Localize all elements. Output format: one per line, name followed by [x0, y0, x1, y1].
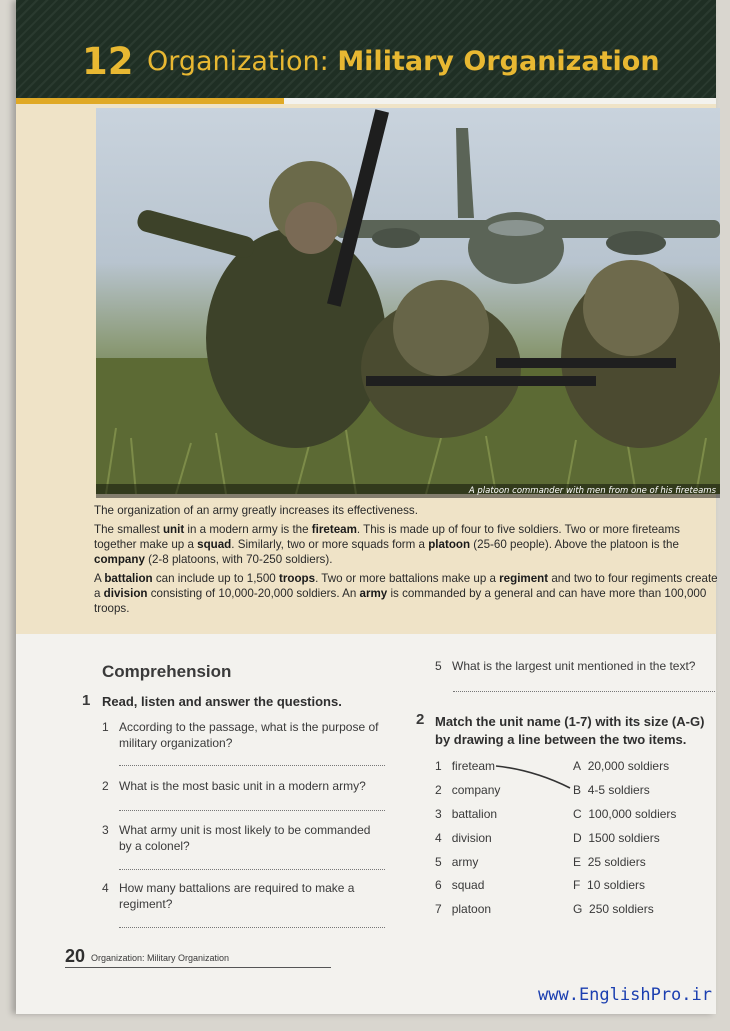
question-4-line-2: regiment? — [119, 897, 173, 911]
match-right-c[interactable] — [573, 806, 676, 822]
match-right-f-letter: F — [573, 878, 581, 892]
match-left-3[interactable] — [435, 806, 497, 822]
aircraft-shape — [336, 128, 720, 284]
unit-title — [147, 46, 660, 77]
match-right-g[interactable] — [573, 901, 654, 917]
question-3 — [102, 822, 402, 856]
question-1-line-2: military organization? — [119, 736, 233, 750]
soldiers-photo — [96, 108, 720, 494]
question-3-number: 3 — [102, 823, 109, 837]
page-number: 20 — [65, 946, 86, 966]
keyword-troops: troops — [278, 572, 316, 585]
match-right-a-letter: A — [573, 759, 582, 773]
keyword-army: army — [359, 587, 388, 600]
keyword-battalion: battalion — [104, 572, 153, 585]
match-left-7[interactable] — [435, 901, 491, 917]
match-left-2-number: 2 — [435, 783, 442, 797]
match-left-5-label: army — [451, 855, 479, 869]
match-left-3-label: battalion — [451, 807, 498, 821]
keyword-regiment: regiment — [499, 572, 549, 585]
match-left-7-label: platoon — [451, 902, 492, 916]
exercise-2-instruction — [435, 713, 720, 749]
reading-passage — [94, 503, 719, 620]
answer-line-2[interactable] — [119, 810, 385, 811]
example-match-line — [494, 762, 574, 792]
keyword-fireteam: fireteam — [311, 523, 357, 536]
match-right-b-label: 4-5 soldiers — [587, 783, 650, 797]
unit-title-prefix: Organization: — [147, 46, 329, 77]
match-left-4-label: division — [451, 831, 492, 845]
question-2 — [102, 778, 402, 796]
match-left-5[interactable] — [435, 854, 478, 870]
question-3-line-2: by a colonel? — [119, 839, 190, 853]
question-2-number: 2 — [102, 779, 109, 793]
keyword-platoon: platoon — [428, 538, 471, 551]
match-right-f[interactable] — [573, 877, 645, 893]
match-right-d-letter: D — [573, 831, 582, 845]
match-right-b-letter: B — [573, 783, 582, 797]
paragraph-2: The smallest unit in a modern army is the fireteam. This is made up of four to five soldiers. Two or more fireteams together make up a squad. Similarly, two or more squads form a platoon (25-60 people). Above the platoon is the company (2-8 platoons, with 70-250 soldiers). — [94, 523, 680, 566]
keyword-division: division — [103, 587, 148, 600]
match-right-d-label: 1500 soldiers — [588, 831, 660, 845]
match-right-a[interactable] — [573, 758, 669, 774]
match-right-g-letter: G — [573, 902, 583, 916]
match-right-a-label: 20,000 soldiers — [587, 759, 670, 773]
exercise-2-instruction-line-1: Match the unit name (1-7) with its size (A-G) — [435, 714, 705, 729]
match-right-b[interactable] — [573, 782, 650, 798]
footer-section-title: Organization: Military Organization — [91, 953, 230, 963]
unit-header — [16, 0, 716, 98]
match-right-e-label: 25 soldiers — [587, 855, 646, 869]
match-left-2[interactable] — [435, 782, 500, 798]
match-left-1[interactable] — [435, 758, 495, 774]
watermark-link[interactable]: www.EnglishPro.ir — [538, 985, 712, 1005]
exercise-1-number: 1 — [82, 692, 91, 709]
footer-rule — [65, 967, 331, 968]
question-3-line-1: What army unit is most likely to be commanded — [119, 823, 371, 837]
question-5-number: 5 — [435, 659, 442, 673]
soldier-figures — [135, 109, 720, 448]
match-right-d[interactable] — [573, 830, 660, 846]
match-left-4[interactable] — [435, 830, 492, 846]
unit-number: 12 — [82, 40, 134, 83]
match-left-6-number: 6 — [435, 878, 442, 892]
match-left-7-number: 7 — [435, 902, 442, 916]
question-4-number: 4 — [102, 881, 109, 895]
question-5-text: What is the largest unit mentioned in the text? — [452, 659, 696, 673]
question-1 — [102, 719, 402, 753]
answer-line-3[interactable] — [119, 869, 385, 870]
answer-line-5[interactable] — [453, 691, 715, 692]
question-4-line-1: How many battalions are required to make a — [119, 881, 355, 895]
comprehension-heading: Comprehension — [102, 662, 232, 681]
keyword-squad: squad — [197, 538, 232, 551]
question-3-text — [119, 822, 370, 854]
paragraph-1: The organization of an army greatly increases its effectiveness. — [94, 504, 418, 517]
question-2-text: What is the most basic unit in a modern army? — [119, 779, 366, 793]
match-left-3-number: 3 — [435, 807, 442, 821]
match-left-6-label: squad — [451, 878, 485, 892]
answer-line-1[interactable] — [119, 765, 385, 766]
match-right-g-label: 250 soldiers — [589, 902, 654, 916]
match-left-6[interactable] — [435, 877, 484, 893]
paragraph-3: A battalion can include up to 1,500 troops. Two or more battalions make up a regiment and two to four regiments create a division consisting of 10,000-20,000 soldiers. An army is commanded by a general and can have more than 100,000 troops. — [94, 572, 718, 615]
match-right-e-letter: E — [573, 855, 582, 869]
exercise-2-number: 2 — [416, 711, 425, 728]
question-5 — [435, 658, 725, 676]
match-left-1-label: fireteam — [451, 759, 496, 773]
keyword-unit: unit — [162, 523, 185, 536]
textbook-page — [16, 0, 716, 1014]
answer-line-4[interactable] — [119, 927, 385, 928]
photo-caption: A platoon commander with men from one of his fireteams — [96, 484, 720, 498]
question-4-text — [119, 880, 354, 912]
match-left-4-number: 4 — [435, 831, 442, 845]
match-left-1-number: 1 — [435, 759, 442, 773]
question-1-line-1: According to the passage, what is the purpose of — [119, 720, 379, 734]
exercise-2-instruction-line-2: by drawing a line between the two items. — [435, 732, 687, 747]
unit-title-main: Military Organization — [337, 46, 660, 77]
match-right-c-letter: C — [573, 807, 582, 821]
match-right-f-label: 10 soldiers — [587, 878, 646, 892]
question-1-text — [119, 719, 379, 751]
match-left-2-label: company — [451, 783, 501, 797]
photo-illustration — [96, 108, 720, 494]
question-4 — [102, 880, 402, 914]
match-left-5-number: 5 — [435, 855, 442, 869]
keyword-company: company — [94, 553, 145, 566]
exercise-1-instruction: Read, listen and answer the questions. — [102, 694, 342, 709]
match-right-c-label: 100,000 soldiers — [588, 807, 677, 821]
question-1-number: 1 — [102, 720, 109, 734]
match-right-e[interactable] — [573, 854, 646, 870]
